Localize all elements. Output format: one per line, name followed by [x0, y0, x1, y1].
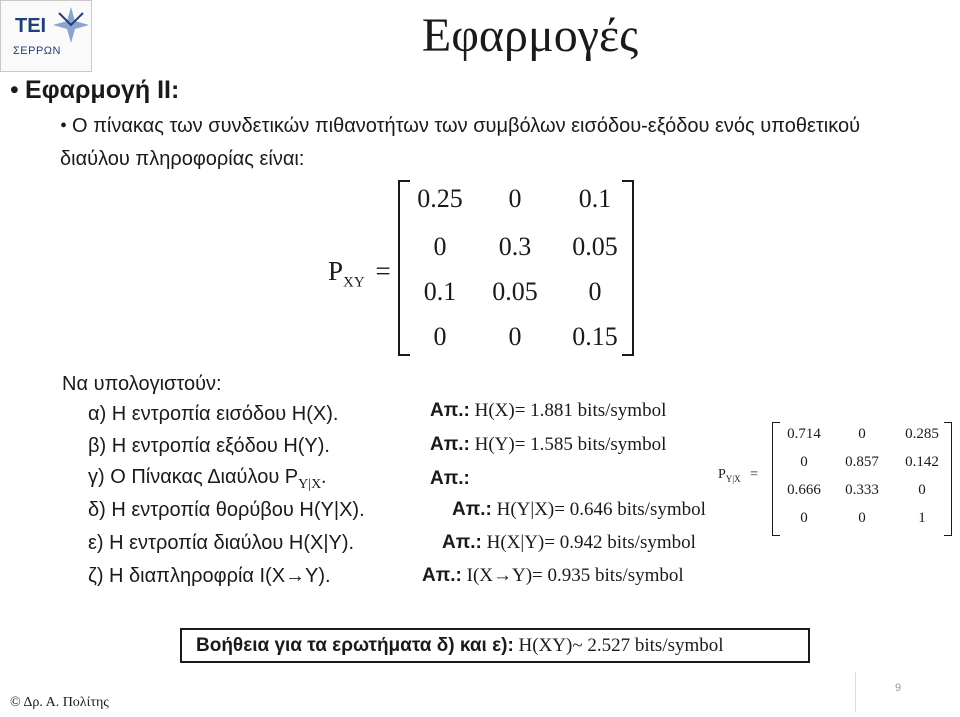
question-f: ζ) Η διαπληροφρία I(X→Y). [88, 565, 331, 587]
channel-cell: 0.142 [905, 454, 939, 470]
answer-f: Απ.: I(X→Y)= 0.935 bits/symbol [422, 565, 684, 586]
joint-matrix-label: $P_{XY}$ = [328, 256, 391, 291]
channel-cell: 1 [918, 510, 926, 526]
channel-cell: 0 [858, 510, 866, 526]
channel-cell: 0 [800, 454, 808, 470]
intro-line-1: • Ο πίνακας των συνδετικών πιθανοτήτων των συμβόλων εισόδου-εξόδου ενός υποθετικού [60, 115, 861, 137]
matrix-cell: 0.05 [492, 277, 538, 306]
question-e: ε) Η εντροπία διαύλου H(X|Y). [88, 532, 355, 554]
answer-e: Απ.: H(X|Y)= 0.942 bits/symbol [442, 532, 696, 553]
logo-subtext: ΣΕΡΡΩΝ [13, 45, 61, 57]
intro-line-2: διαύλου πληροφορίας είναι: [60, 148, 305, 170]
matrix-cell: 0 [433, 322, 447, 351]
question-b: β) Η εντροπία εξόδου H(Y). [88, 435, 330, 457]
matrix-cell: 0.1 [423, 277, 457, 306]
heading-bullet: • Εφαρμογή ΙΙ: [10, 76, 180, 104]
channel-matrix-label: $P_{Y|X}$ = [718, 467, 759, 484]
answer-c: Απ.: [430, 468, 470, 489]
help-box [180, 628, 810, 663]
channel-cell: 0 [858, 426, 866, 442]
matrix-cell: 0 [508, 322, 522, 351]
matrix-cell: 0.05 [572, 232, 618, 261]
answer-a: Απ.: H(X)= 1.881 bits/symbol [430, 400, 667, 421]
answer-d: Απ.: H(Y|X)= 0.646 bits/symbol [452, 499, 706, 520]
help-value: H(XY)~ 2.527 bits/symbol [518, 635, 724, 656]
heading-text: Εφαρμογή ΙΙ: [25, 76, 180, 104]
channel-cell: 0 [800, 510, 808, 526]
page-number: 9 [895, 682, 902, 694]
author-credit: © Δρ. Α. Πολίτης [10, 695, 109, 710]
compute-intro: Να υπολογιστούν: [62, 373, 222, 395]
page-title: Εφαρμογές [421, 9, 639, 62]
channel-cell: 0.666 [787, 482, 821, 498]
channel-cell: 0.857 [845, 454, 879, 470]
question-d: δ) Η εντροπία θορύβου H(Y|X). [88, 499, 365, 521]
matrix-cell: 0 [508, 184, 522, 213]
page-divider [855, 672, 856, 712]
matrix-cell: 0.1 [578, 184, 612, 213]
matrix-cell: 0.3 [498, 232, 532, 261]
channel-cell: 0.714 [787, 426, 821, 442]
channel-cell: 0.285 [905, 426, 939, 442]
channel-cell: 0 [918, 482, 926, 498]
matrix-cell: 0.25 [417, 184, 463, 213]
matrix-cell: 0 [433, 232, 447, 261]
question-c: γ) Ο Πίνακας Διαύλου $P_{Y|X}$. [88, 466, 327, 492]
logo-text: ΤΕΙ [15, 15, 47, 37]
answer-b: Απ.: H(Y)= 1.585 bits/symbol [430, 434, 667, 455]
question-a: α) Η εντροπία εισόδου H(X). [88, 403, 339, 425]
matrix-cell: 0 [588, 277, 602, 306]
help-label: Βοήθεια για τα ερωτήματα δ) και ε): [196, 635, 514, 656]
channel-cell: 0.333 [845, 482, 879, 498]
matrix-cell: 0.15 [572, 322, 618, 351]
